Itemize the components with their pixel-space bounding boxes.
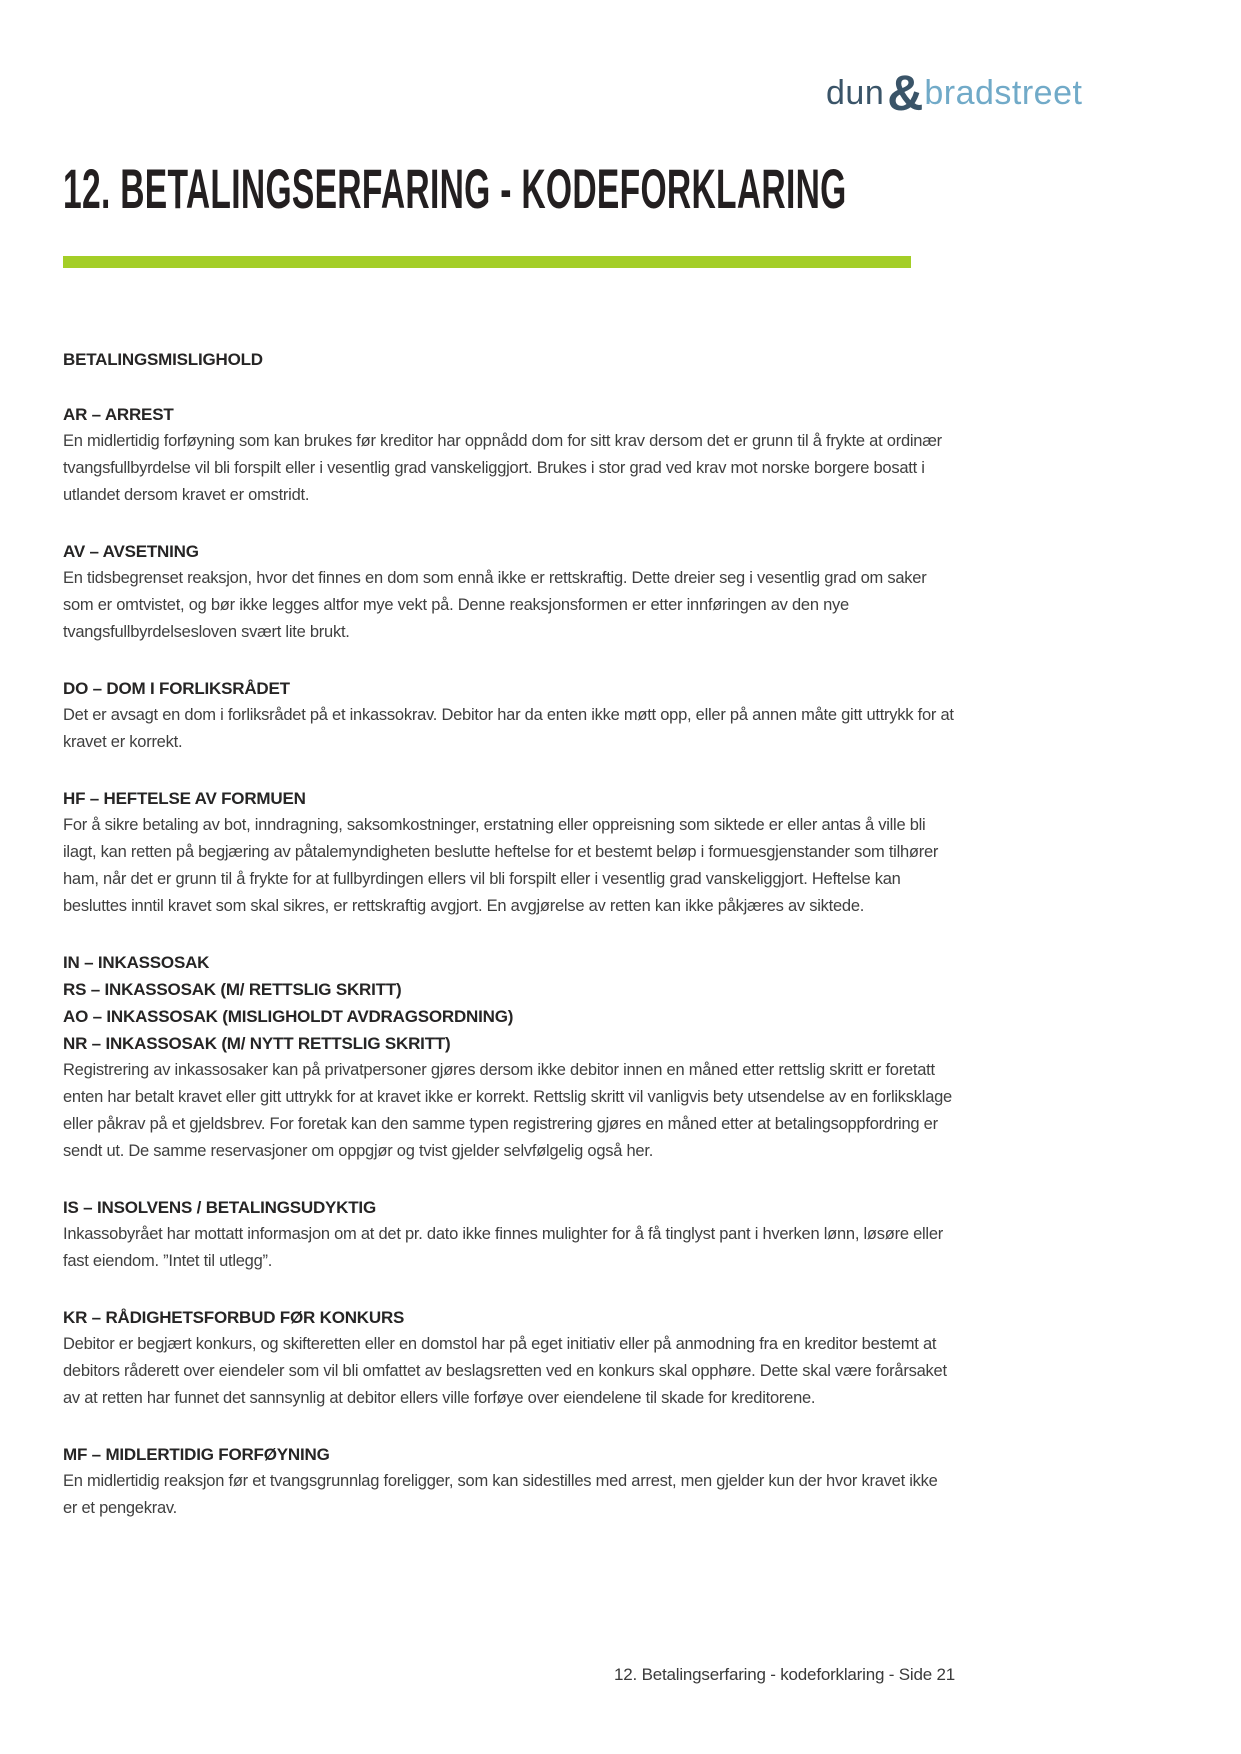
category-title: BETALINGSMISLIGHOLD bbox=[63, 350, 263, 369]
code-heading-group bbox=[63, 538, 955, 565]
code-heading-group bbox=[63, 1304, 955, 1331]
logo-text-bradstreet: bradstreet bbox=[924, 74, 1083, 112]
code-description: For å sikre betaling av bot, inndragning, saksomkostninger, erstatning eller oppreisning som siktede er eller antas å ville bli ilagt, kan retten på begjæring av påtalemyndigheten beslutte heftelse for et bestemt beløp i formuesgjenstander som tilhører ham, når det er grunn til å frykte for at fullbyrdingen ellers vil bli forspilt eller i vesentlig grad vanskeliggjort. Heftelse kan besluttes inntil kravet som skal sikres, er rettskraftig avgjort. En avgjørelse av retten kan ikke påkjæres av siktede. bbox=[63, 816, 939, 915]
code-heading: RS – INKASSOSAK (M/ RETTSLIG SKRITT) bbox=[63, 980, 402, 999]
code-section bbox=[63, 675, 955, 756]
code-section bbox=[63, 1194, 955, 1275]
code-heading-group bbox=[63, 1194, 955, 1221]
code-heading: IS – INSOLVENS / BETALINGSUDYKTIG bbox=[63, 1198, 376, 1217]
document-body bbox=[63, 350, 955, 1551]
code-heading-group bbox=[63, 949, 955, 1057]
code-description: Inkassobyrået har mottatt informasjon om at det pr. dato ikke finnes mulighter for å få tinglyst pant i hverken lønn, løsøre eller fast eiendom. ”Intet til utlegg”. bbox=[63, 1225, 944, 1270]
code-heading: AV – AVSETNING bbox=[63, 542, 199, 561]
page-title bbox=[63, 156, 1241, 222]
ampersand-icon: & bbox=[887, 65, 924, 121]
code-section bbox=[63, 538, 955, 646]
code-section bbox=[63, 401, 955, 509]
code-heading-group bbox=[63, 785, 955, 812]
code-sections-list bbox=[63, 401, 955, 1522]
page-title-text: 12. BETALINGSERFARING - KODEFORKLARING bbox=[63, 157, 847, 220]
logo-text-dun: dun bbox=[826, 74, 885, 112]
code-heading: MF – MIDLERTIDIG FORFØYNING bbox=[63, 1445, 330, 1464]
code-description: Det er avsagt en dom i forliksrådet på et inkassokrav. Debitor har da enten ikke møtt opp, eller på annen måte gitt uttrykk for at kravet er korrekt. bbox=[63, 706, 954, 751]
code-heading: NR – INKASSOSAK (M/ NYTT RETTSLIG SKRITT) bbox=[63, 1034, 451, 1053]
code-description: En midlertidig reaksjon før et tvangsgrunnlag foreligger, som kan sidestilles med arrest, men gjelder kun der hvor kravet ikke er et pengekrav. bbox=[63, 1472, 938, 1517]
code-heading-group bbox=[63, 1441, 955, 1468]
code-heading-group bbox=[63, 401, 955, 428]
footer-text: 12. Betalingserfaring - kodeforklaring - Side 21 bbox=[614, 1665, 955, 1684]
code-heading-group bbox=[63, 675, 955, 702]
code-description: Debitor er begjært konkurs, og skifteretten eller en domstol har på eget initiativ eller på anmodning fra en kreditor bestemt at debitors råderett over eiendeler som vil bli omfattet av beslagsretten ved en konkurs skal opphøre. Dette skal være forårsaket av at retten har funnet det sannsynlig at debitor ellers ville forføye over eiendelene til skade for kreditorene. bbox=[63, 1335, 947, 1407]
code-section bbox=[63, 1304, 955, 1412]
code-description: En tidsbegrenset reaksjon, hvor det finnes en dom som ennå ikke er rettskraftig. Dette dreier seg i vesentlig grad om saker som er omtvistet, og bør ikke legges altfor mye vekt på. Denne reaksjonsformen er etter innføringen av den nye tvangsfullbyrdelsesloven svært lite brukt. bbox=[63, 569, 927, 641]
code-section bbox=[63, 785, 955, 920]
page-footer bbox=[63, 1665, 955, 1685]
code-heading: KR – RÅDIGHETSFORBUD FØR KONKURS bbox=[63, 1308, 405, 1327]
code-heading: HF – HEFTELSE AV FORMUEN bbox=[63, 789, 306, 808]
code-description: Registrering av inkassosaker kan på privatpersoner gjøres dersom ikke debitor innen en måned etter rettslig skritt er foretatt enten har betalt kravet eller gitt uttrykk for at kravet ikke er korrekt. Rettslig skritt vil vanligvis bety utsendelse av en forliksklage eller påkrav på et gjeldsbrev. For foretak kan den samme typen registrering gjøres en måned etter at betalingsoppfordring er sendt ut. De samme reservasjoner om oppgjør og tvist gjelder selvfølgelig også her. bbox=[63, 1061, 952, 1160]
code-heading: AO – INKASSOSAK (MISLIGHOLDT AVDRAGSORDNING) bbox=[63, 1007, 514, 1026]
dnb-logo bbox=[826, 65, 1083, 121]
title-accent-bar bbox=[63, 256, 911, 268]
code-heading: IN – INKASSOSAK bbox=[63, 953, 210, 972]
code-heading: DO – DOM I FORLIKSRÅDET bbox=[63, 679, 290, 698]
code-section bbox=[63, 949, 955, 1165]
code-section bbox=[63, 1441, 955, 1522]
code-description: En midlertidig forføyning som kan brukes før kreditor har oppnådd dom for sitt krav dersom det er grunn til å frykte at ordinær tvangsfullbyrdelse vil bli forspilt eller i vesentlig grad vanskeliggjort. Brukes i stor grad ved krav mot norske borgere bosatt i utlandet dersom kravet er omstridt. bbox=[63, 432, 942, 504]
code-heading: AR – ARREST bbox=[63, 405, 174, 424]
